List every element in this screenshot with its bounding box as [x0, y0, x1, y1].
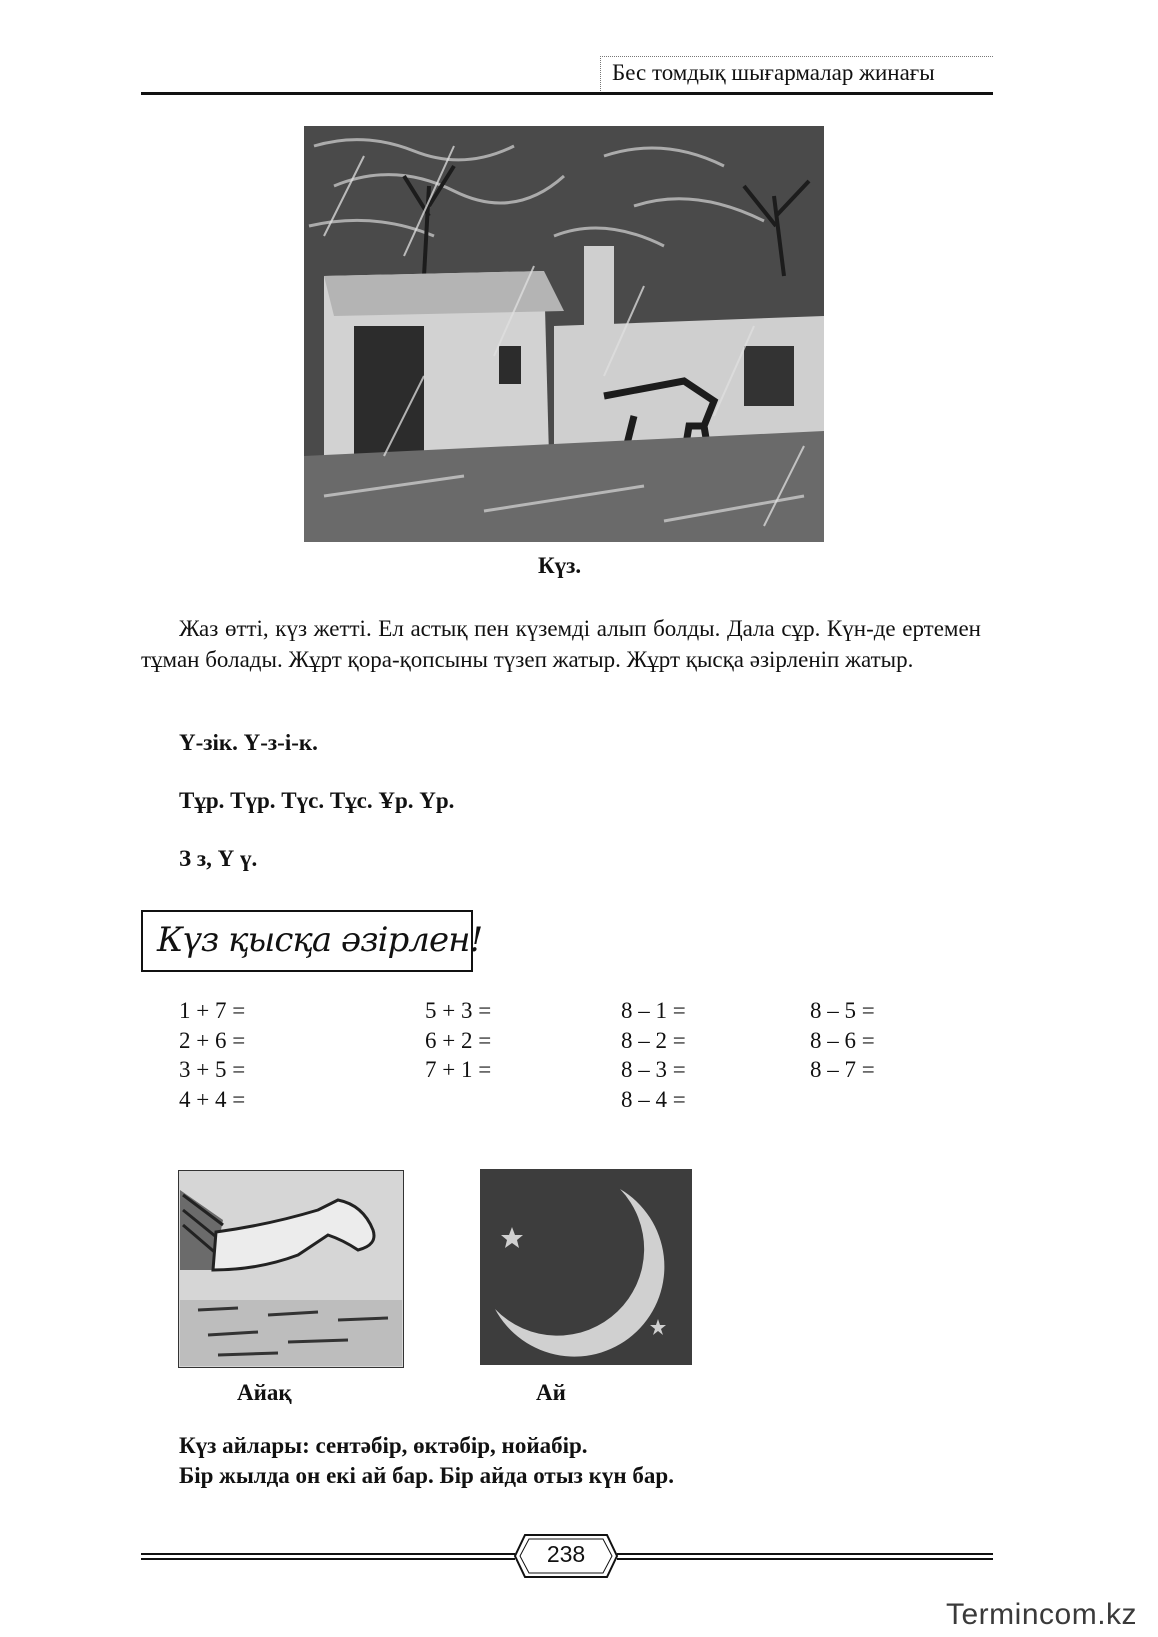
moon-caption: Ай: [536, 1380, 566, 1405]
footer-rule-right: [617, 1553, 993, 1560]
equation: 4 + 4 =: [179, 1086, 246, 1112]
leg-caption: Айақ: [237, 1380, 292, 1405]
equation: 8 – 4 =: [621, 1086, 686, 1112]
equation: 2 + 6 =: [179, 1027, 246, 1053]
math-column-2: [425, 996, 491, 1085]
equation: 8 – 6 =: [810, 1027, 875, 1053]
equation: 8 – 1 =: [621, 998, 686, 1023]
header-rule: [141, 92, 993, 95]
equation: 8 – 3 =: [621, 1057, 686, 1082]
footer-rule-left: [141, 1553, 515, 1560]
page-number: 238: [546, 1541, 586, 1567]
equation: 7 + 1 =: [425, 1057, 492, 1082]
equation: 5 + 3 =: [425, 998, 492, 1023]
equation: 1 + 7 =: [179, 998, 246, 1023]
equation: 8 – 2 =: [621, 1027, 686, 1053]
equation: 6 + 2 =: [425, 1027, 492, 1053]
autumn-caption: Күз.: [538, 553, 582, 578]
site-watermark: Termincom.kz: [946, 1598, 1138, 1631]
framed-phrase: Күз қысқа әзірлен!: [157, 920, 483, 960]
equation: 8 – 5 =: [810, 998, 875, 1023]
syllables-line-2: Тұр. Түр. Түс. Тұс. Ұр. Үр.: [179, 788, 455, 813]
syllables-line-1: Ү-зік. Ү-з-і-к.: [179, 730, 318, 755]
running-title: Бес томдық шығармалар жинағы: [612, 60, 935, 85]
math-column-3: [621, 996, 686, 1114]
closing-line-2: Бір жылда он екі ай бар. Бір айда отыз күн бар.: [179, 1463, 674, 1488]
moon-illustration: [480, 1169, 692, 1365]
framed-phrase-box: [141, 910, 483, 972]
leg-illustration: [178, 1170, 404, 1368]
math-column-4: [810, 996, 875, 1085]
autumn-scene-illustration: [304, 126, 824, 542]
body-paragraph: Жаз өтті, күз жетті. Ел астық пен күземді алып болды. Дала сұр. Күн-де ертемен тұман болады. Жұрт қора-қопсыны түзеп жатыр. Жұрт қысқа әзірленіп жатыр.: [141, 616, 981, 672]
closing-line-1: Күз айлары: сентәбір, өктәбір, нойабір.: [179, 1433, 588, 1458]
equation: 8 – 7 =: [810, 1057, 875, 1082]
letters-line: З з, Ү ү.: [179, 846, 258, 871]
equation: 3 + 5 =: [179, 1057, 246, 1082]
math-column-1: [179, 996, 245, 1114]
